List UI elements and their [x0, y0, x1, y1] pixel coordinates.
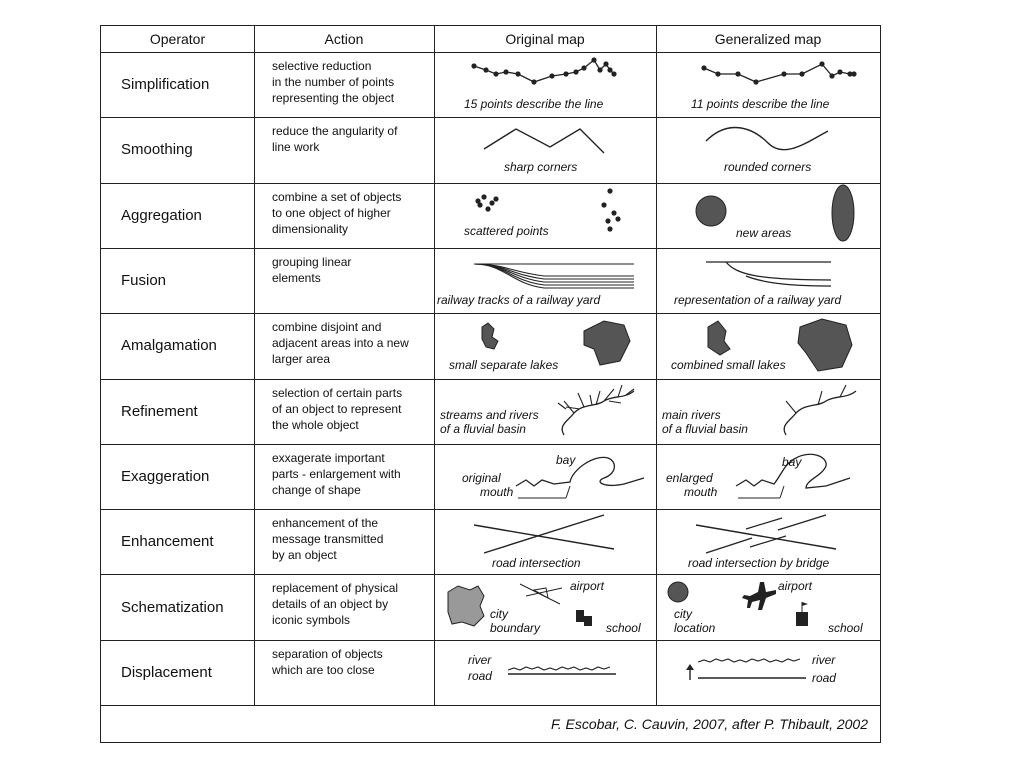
table-row-simplification: [101, 52, 880, 117]
action-line: combine disjoint and: [272, 320, 382, 335]
action-description: [254, 52, 434, 117]
scattered-point: [489, 200, 494, 205]
row-divider: [101, 313, 880, 314]
line-vertex: [531, 79, 536, 84]
road: [706, 538, 752, 553]
line-vertex: [603, 61, 608, 66]
line-vertex: [563, 71, 568, 76]
generalization-operators-table: [100, 25, 881, 743]
action-line: in the number of points: [272, 75, 395, 89]
action-description: [254, 183, 434, 248]
map-caption: road intersection by bridge: [688, 556, 830, 571]
generalized-map-illustration: [656, 640, 880, 705]
generalized-map-illustration: [656, 379, 880, 444]
tributary: [590, 394, 592, 404]
road: [474, 525, 614, 549]
map-caption: scattered points: [464, 223, 549, 238]
action-description: [254, 117, 434, 182]
action-line: iconic symbols: [272, 613, 351, 628]
original-map-illustration: [434, 52, 656, 117]
column-divider: [656, 26, 657, 705]
column-divider: [434, 26, 435, 705]
action-line: selective reduction: [272, 59, 372, 73]
rail-track: [474, 264, 634, 276]
original-map-illustration: [434, 117, 656, 182]
scattered-point: [611, 210, 616, 215]
map-caption: airport: [569, 579, 604, 594]
airplane-icon: [742, 582, 776, 610]
operator-name: Exaggeration: [121, 467, 210, 485]
rounded-line: [706, 128, 828, 150]
row-divider: [101, 117, 880, 118]
line-vertex: [851, 71, 856, 76]
action-description: [254, 640, 434, 705]
line-vertex: [715, 71, 720, 76]
line-vertex: [781, 71, 786, 76]
river-line: [508, 667, 610, 670]
table-row-enhancement: [101, 509, 880, 574]
line-vertex: [471, 63, 476, 68]
map-caption: road intersection: [492, 556, 581, 571]
map-caption: sharp corners: [504, 160, 578, 175]
original-map-illustration: [434, 509, 656, 574]
line-vertex: [837, 69, 842, 74]
city-boundary: [448, 586, 484, 626]
row-divider: [101, 640, 880, 641]
tributary: [840, 384, 846, 396]
table-row-exaggeration: [101, 444, 880, 509]
generalized-map-illustration: [656, 183, 880, 248]
map-caption: 11 points describe the line: [691, 96, 830, 111]
action-line: message transmitted: [272, 532, 384, 547]
scattered-point: [485, 206, 490, 211]
table-row-displacement: [101, 640, 880, 705]
generalized-map-illustration: [656, 313, 880, 378]
map-caption: river: [468, 652, 492, 667]
scattered-point: [481, 194, 486, 199]
table-row-refinement: [101, 379, 880, 444]
action-line: separation of objects: [272, 646, 383, 661]
line-vertex: [607, 67, 612, 72]
rail-line: [746, 276, 831, 286]
operator-name: Simplification: [121, 76, 210, 94]
header-divider: [101, 52, 880, 53]
action-line: of an object to represent: [272, 401, 402, 416]
line-vertex: [799, 71, 804, 76]
river-line: [698, 659, 800, 662]
map-caption: location: [674, 621, 716, 636]
operator-name: Refinement: [121, 402, 198, 420]
map-caption: road: [468, 668, 493, 683]
original-map-illustration: [434, 574, 656, 639]
school-building: [576, 610, 592, 626]
road: [484, 515, 604, 553]
map-caption: city: [490, 607, 508, 622]
operator-name: Aggregation: [121, 206, 202, 224]
line-vertex: [591, 57, 596, 62]
map-caption: rounded corners: [724, 160, 812, 175]
map-caption: of a fluvial basin: [440, 421, 526, 436]
map-caption: school: [605, 621, 641, 636]
new-area-ellipse: [832, 185, 854, 241]
action-description: [254, 574, 434, 639]
map-caption: bay: [781, 454, 802, 469]
action-line: to one object of higher: [272, 205, 391, 220]
small-lake: [584, 321, 630, 365]
action-description: [254, 248, 434, 313]
action-line: details of an object by: [272, 597, 389, 612]
action-line: elements: [272, 270, 321, 285]
header-operator: Operator: [149, 31, 206, 47]
action-line: which are too close: [272, 662, 375, 677]
map-caption: mouth: [684, 484, 718, 499]
action-line: exxagerate important: [272, 450, 385, 465]
header-original-map: Original map: [505, 31, 585, 47]
line-vertex: [701, 65, 706, 70]
mouth-pointer: [780, 486, 784, 498]
scattered-point: [493, 196, 498, 201]
school-flag: [802, 602, 808, 606]
header-action: Action: [324, 31, 364, 47]
header-generalized-map: Generalized map: [714, 31, 822, 47]
coastline: [516, 457, 644, 486]
tributary: [558, 402, 566, 408]
line-vertex: [597, 67, 602, 72]
road: [778, 515, 826, 530]
generalized-map-illustration: [656, 574, 880, 639]
table-row-schematization: [101, 574, 880, 639]
action-description: [254, 509, 434, 574]
original-map-illustration: [434, 248, 656, 313]
source-credit: F. Escobar, C. Cauvin, 2007, after P. Thibault, 2002: [550, 716, 868, 732]
generalized-map-illustration: [656, 52, 880, 117]
table-row-fusion: [101, 248, 880, 313]
map-caption: enlarged: [666, 470, 713, 485]
line-vertex: [753, 79, 758, 84]
action-line: line work: [272, 140, 320, 155]
row-divider: [101, 183, 880, 184]
table-row-amalgamation: [101, 313, 880, 378]
mouth-pointer: [566, 486, 570, 498]
scattered-point: [605, 218, 610, 223]
action-line: parts - enlargement with: [272, 466, 401, 481]
scattered-point: [607, 226, 612, 231]
generalized-map-illustration: [656, 117, 880, 182]
row-divider: [101, 444, 880, 445]
map-caption: combined small lakes: [671, 358, 786, 373]
line-vertex: [829, 73, 834, 78]
line-vertex: [581, 65, 586, 70]
operator-name: Displacement: [121, 663, 212, 681]
map-caption: boundary: [490, 621, 540, 636]
scattered-point: [615, 216, 620, 221]
map-caption: bay: [555, 452, 576, 467]
rail-line: [726, 262, 831, 280]
action-description: [254, 379, 434, 444]
original-map-illustration: [434, 183, 656, 248]
map-caption: river: [811, 652, 836, 667]
map-caption: mouth: [480, 484, 514, 499]
action-line: replacement of physical: [272, 581, 399, 596]
action-line: larger area: [272, 352, 331, 367]
sharp-line: [484, 129, 604, 153]
line-vertex: [503, 69, 508, 74]
displacement-arrow: [686, 664, 694, 670]
original-map-illustration: [434, 640, 656, 705]
action-description: [254, 313, 434, 378]
scattered-point: [477, 202, 482, 207]
action-line: adjacent areas into a new: [272, 336, 409, 351]
generalized-map-illustration: [656, 248, 880, 313]
city-symbol: [668, 582, 688, 602]
simplification-line: [474, 60, 614, 82]
map-caption: city: [674, 607, 692, 622]
map-caption: streams and rivers: [440, 407, 539, 422]
map-caption: representation of a railway yard: [674, 292, 842, 307]
line-vertex: [735, 71, 740, 76]
map-caption: railway tracks of a railway yard: [437, 292, 601, 307]
school-icon: [796, 612, 808, 626]
column-divider: [254, 26, 255, 705]
map-caption: airport: [777, 579, 812, 594]
map-caption: of a fluvial basin: [662, 421, 748, 436]
row-divider: [101, 248, 880, 249]
combined-lake: [798, 319, 852, 371]
line-vertex: [515, 71, 520, 76]
operator-name: Schematization: [121, 598, 224, 616]
map-caption: school: [827, 621, 863, 636]
action-line: representing the object: [272, 91, 395, 105]
operator-name: Enhancement: [121, 533, 214, 551]
action-line: reduce the angularity of: [272, 124, 398, 139]
row-divider: [101, 574, 880, 575]
tributary: [786, 400, 796, 412]
action-line: enhancement of the: [272, 516, 379, 531]
action-line: change of shape: [272, 482, 361, 497]
line-vertex: [493, 71, 498, 76]
combined-lake: [708, 321, 730, 355]
row-divider: [101, 379, 880, 380]
new-area-circle: [696, 196, 726, 226]
action-line: selection of certain parts: [272, 385, 403, 400]
operator-name: Amalgamation: [121, 337, 217, 355]
line-vertex: [549, 73, 554, 78]
action-description: [254, 444, 434, 509]
row-divider: [101, 509, 880, 510]
map-caption: main rivers: [662, 407, 721, 422]
original-map-illustration: [434, 313, 656, 378]
map-caption: 15 points describe the line: [464, 96, 604, 111]
action-line: grouping linear: [272, 254, 352, 269]
table-row-smoothing: [101, 117, 880, 182]
operator-name: Smoothing: [121, 141, 193, 159]
small-lake: [482, 323, 498, 349]
table-row-aggregation: [101, 183, 880, 248]
action-line: by an object: [272, 548, 337, 563]
action-line: combine a set of objects: [272, 189, 402, 204]
original-map-illustration: [434, 444, 656, 509]
line-vertex: [611, 71, 616, 76]
generalized-map-illustration: [656, 509, 880, 574]
row-divider: [101, 705, 880, 706]
tributary: [609, 400, 621, 402]
generalized-map-illustration: [656, 444, 880, 509]
bridge-edge: [746, 518, 782, 529]
tributary: [566, 406, 580, 408]
scattered-point: [601, 202, 606, 207]
operator-name: Fusion: [121, 272, 167, 290]
scattered-point: [607, 188, 612, 193]
line-vertex: [573, 69, 578, 74]
original-map-illustration: [434, 379, 656, 444]
map-caption: road: [811, 670, 836, 685]
map-caption: original: [462, 470, 501, 485]
tributary: [578, 392, 584, 406]
tributary: [618, 384, 622, 396]
road: [696, 525, 836, 549]
line-vertex: [483, 67, 488, 72]
action-line: dimensionality: [272, 221, 349, 236]
line-vertex: [819, 61, 824, 66]
map-caption: new areas: [736, 225, 792, 240]
action-line: the whole object: [272, 417, 359, 432]
map-caption: small separate lakes: [449, 358, 559, 373]
simplification-line: [704, 64, 854, 82]
